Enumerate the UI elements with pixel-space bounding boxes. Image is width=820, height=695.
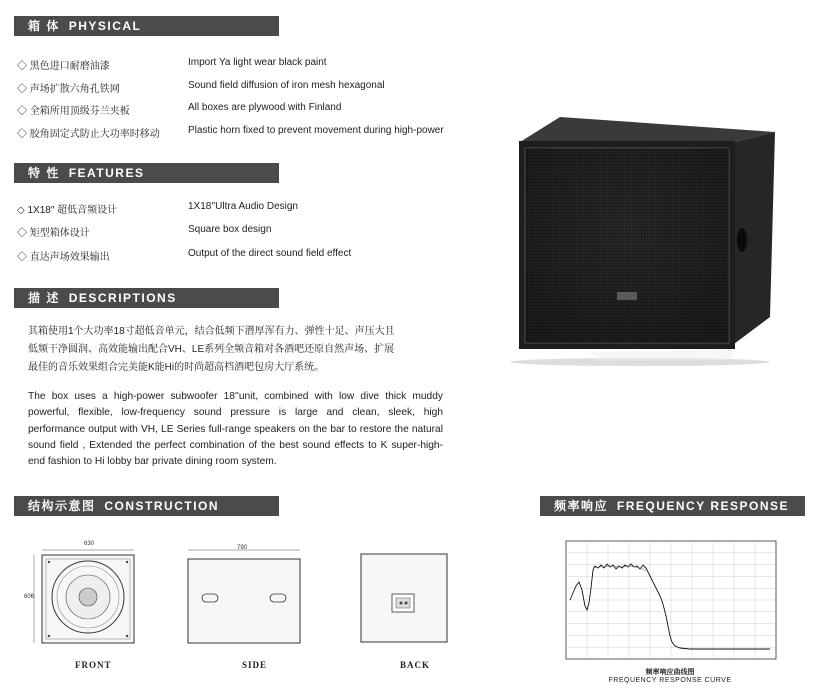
frequency-response-graph (560, 538, 785, 668)
frequency-title-en: FREQUENCY RESPONSE (616, 499, 790, 513)
physical-title-en: PHYSICAL (68, 19, 142, 33)
feature-item-cn: ◇ 矩型箱体设计 (17, 228, 90, 239)
descriptions-title-en: DESCRIPTIONS (68, 291, 177, 305)
front-label: FRONT (75, 660, 112, 670)
physical-item-en: All boxes are plywood with Finland (188, 102, 342, 113)
construction-title-en: CONSTRUCTION DRAWING (28, 499, 220, 533)
side-view-drawing (182, 545, 307, 645)
feature-item (0, 224, 470, 240)
physical-item (0, 57, 470, 73)
speaker-product-image (505, 112, 775, 367)
physical-item-cn: ◇ 黑色进口耐磨油漆 (17, 61, 110, 72)
front-width-dimension: 630 (84, 541, 95, 547)
physical-title-cn: 箱 体 (28, 19, 60, 33)
physical-item-en: Sound field diffusion of iron mesh hexagonal (188, 80, 385, 91)
side-label: SIDE (242, 660, 268, 670)
physical-item-cn: ◇ 声场扩散六角孔铁网 (17, 84, 120, 95)
physical-item-en: Import Ya light wear black paint (188, 57, 327, 68)
physical-item (0, 102, 470, 118)
back-view-drawing (355, 550, 455, 645)
physical-item-en: Plastic horn fixed to prevent movement during high-power (188, 125, 444, 136)
feature-item (0, 201, 470, 217)
description-cn-line: 其箱使用1个大功率18寸超低音单元，结合低频下潜厚浑有力、弹性十足、声压大且 (28, 326, 395, 337)
descriptions-header (14, 288, 279, 308)
description-cn-line: 低频干净圆润、高效能输出配合VH、LE系列全频音箱对各酒吧还原自然声场、扩展 (28, 344, 395, 355)
front-height-dimension: 606 (24, 594, 35, 600)
description-en: The box uses a high-power subwoofer 18''unit, combined with low dive thick muddy powerful, flexible, low-frequency sound pressure is large and clean, sleek, high performance output with VH, LE Series full-range speakers on the bar to restore the natural sound field , Extended the perfect combination of the best sound effects to K super-high-end fashion to Hi lobby bar private dining room system. (28, 391, 443, 468)
frequency-header (540, 496, 805, 516)
front-view-drawing (28, 545, 148, 645)
physical-item (0, 125, 470, 141)
physical-item (0, 80, 470, 96)
description-cn (28, 323, 443, 377)
physical-item-cn: ◇ 全箱所用顶级芬兰夹板 (17, 106, 130, 117)
feature-item-cn: ◇ 1X18″ 超低音频设计 (17, 205, 118, 216)
feature-item (0, 248, 470, 264)
feature-item-cn: ◇ 直达声场效果输出 (17, 252, 110, 263)
physical-item-cn: ◇ 胶角固定式防止大功率时移动 (17, 129, 160, 140)
frequency-title-cn: 频率响应 (554, 499, 609, 513)
frequency-caption-cn: 频率响应曲线图 (645, 669, 695, 676)
description-cn-line: 最佳的音乐效果组合完美能K能Hi的时尚超高档酒吧包房大厅系统。 (28, 362, 325, 373)
physical-header (14, 16, 279, 36)
back-label: BACK (400, 660, 431, 670)
feature-item-en: 1X18''Ultra Audio Design (188, 201, 298, 212)
features-title-en: FEATURES (68, 166, 145, 180)
frequency-caption-en: FREQUENCY RESPONSE CURVE (608, 677, 732, 684)
construction-header (14, 496, 279, 533)
feature-item-en: Output of the direct sound field effect (188, 248, 352, 259)
features-title-cn: 特 性 (28, 166, 60, 180)
construction-title-cn: 结构示意图 (28, 499, 96, 513)
descriptions-title-cn: 描 述 (28, 291, 60, 305)
feature-item-en: Square box design (188, 224, 272, 235)
side-width-dimension: 790 (237, 545, 248, 551)
features-header (14, 163, 279, 183)
